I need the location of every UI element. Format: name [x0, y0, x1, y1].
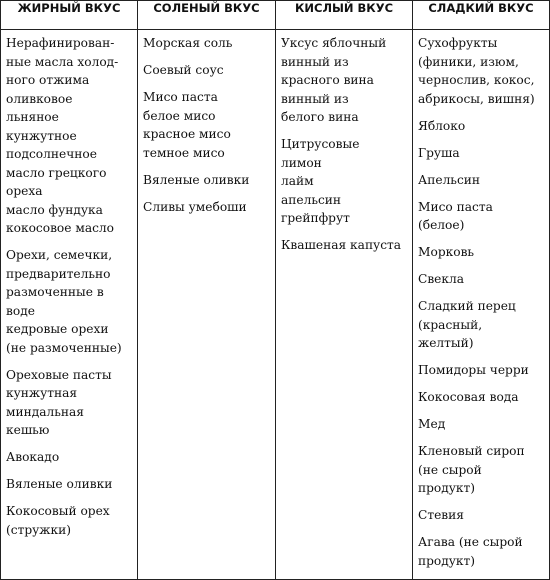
list-item — [6, 475, 133, 494]
list-item — [143, 61, 271, 80]
list-item-line: (красный, — [418, 317, 483, 332]
list-item — [418, 361, 545, 380]
list-item-line: (белое) — [418, 218, 465, 232]
table-row — [1, 30, 550, 580]
list-item-line: Морковь — [418, 245, 475, 259]
list-item-line: Мед — [418, 417, 446, 431]
list-item — [418, 506, 545, 525]
list-item — [418, 388, 545, 407]
list-item — [418, 442, 545, 498]
list-item-line: желтый) — [418, 336, 474, 350]
column-sweet — [413, 30, 550, 580]
list-item-line: чернослив, кокос, — [418, 73, 535, 87]
list-item-line: белого вина — [281, 110, 359, 124]
list-item-line: льняное — [6, 110, 59, 124]
list-item-line: (финики, изюм, — [418, 54, 519, 69]
list-item-line: Стевия — [418, 508, 464, 522]
list-item — [418, 243, 545, 262]
list-item-line: Кокосовый орех — [6, 504, 110, 518]
list-item-line: (не размоченные) — [6, 340, 122, 355]
list-item-line: продукт) — [418, 553, 476, 568]
list-item-line: (не сырой — [418, 462, 482, 477]
list-item-line: Нерафинирован- — [6, 36, 115, 50]
list-item — [281, 34, 408, 127]
list-item-line: ные масла холод- — [6, 54, 119, 69]
list-item-line: Авокадо — [6, 450, 60, 464]
list-item-line: абрикосы, вишня) — [418, 91, 535, 106]
list-item — [418, 533, 545, 570]
list-item-line: винный из — [281, 91, 349, 106]
list-item-line: апельсин — [281, 192, 342, 207]
list-item-line: предварительно — [6, 266, 111, 281]
list-item-line: красного вина — [281, 73, 374, 87]
list-item-line: Груша — [418, 145, 460, 160]
list-item-line: ореха — [6, 184, 43, 198]
list-item-line: кешью — [6, 423, 50, 437]
list-item-line: Кокосовая вода — [418, 390, 519, 404]
list-item-line: кунжутная — [6, 386, 78, 400]
list-item-line: кунжутное — [6, 128, 77, 143]
list-item-line: лайм — [281, 174, 314, 188]
list-item — [418, 144, 545, 163]
list-item-line: подсолнечное — [6, 147, 97, 161]
list-item-line: продукт) — [418, 481, 476, 495]
column-fatty — [1, 30, 138, 580]
list-item — [6, 34, 133, 238]
list-item — [281, 135, 408, 228]
list-item-line: воде — [6, 303, 35, 318]
list-item — [6, 366, 133, 440]
list-item — [6, 246, 133, 357]
list-item-line: Квашеная капуста — [281, 238, 402, 252]
list-item — [418, 117, 545, 136]
list-item — [143, 88, 271, 162]
list-item-line: Соевый соус — [143, 63, 224, 77]
list-item — [418, 171, 545, 190]
list-item — [143, 34, 271, 53]
list-item-line: Ореховые пасты — [6, 367, 112, 382]
list-item — [418, 270, 545, 289]
column-sour — [276, 30, 413, 580]
list-item-line: белое мисо — [143, 108, 216, 123]
list-item-line: красное мисо — [143, 127, 231, 141]
list-item-line: Помидоры черри — [418, 363, 529, 377]
list-item — [281, 236, 408, 255]
list-item-line: оливковое — [6, 91, 73, 106]
header-sweet-taste: СЛАДКИЙ ВКУС — [413, 1, 550, 30]
list-item-line: Мисо паста — [418, 199, 493, 214]
list-item — [143, 171, 271, 190]
list-item-line: Яблоко — [418, 118, 466, 133]
list-item-line: Кленовый сироп — [418, 444, 525, 458]
list-item-line: Цитрусовые — [281, 137, 360, 151]
header-row — [1, 1, 550, 30]
list-item-line: лимон — [281, 155, 322, 170]
list-item-line: Вяленые оливки — [143, 172, 250, 187]
list-item — [143, 198, 271, 217]
column-salty — [138, 30, 276, 580]
list-item-line: темное мисо — [143, 145, 225, 160]
list-item-line: масло грецкого — [6, 165, 107, 180]
list-item-line: Орехи, семечки, — [6, 248, 113, 262]
header-salty-taste: СОЛЕНЫЙ ВКУС — [138, 1, 276, 30]
list-item-line: размоченные в — [6, 285, 104, 299]
list-item-line: винный из — [281, 54, 349, 69]
list-item-line: (стружки) — [6, 522, 72, 537]
header-sour-taste: КИСЛЫЙ ВКУС — [276, 1, 413, 30]
list-item-line: Морская соль — [143, 36, 233, 50]
list-item-line: ного отжима — [6, 73, 90, 87]
list-item-line: Сливы умебоши — [143, 199, 247, 214]
list-item — [418, 297, 545, 353]
list-item-line: кедровые орехи — [6, 322, 109, 336]
list-item-line: Апельсин — [418, 172, 481, 187]
list-item — [418, 198, 545, 235]
list-item — [6, 502, 133, 539]
list-item-line: Мисо паста — [143, 90, 218, 104]
list-item — [418, 34, 545, 108]
list-item-line: миндальная — [6, 404, 84, 419]
list-item — [6, 448, 133, 467]
list-item-line: Вяленые оливки — [6, 477, 113, 491]
list-item-line: кокосовое масло — [6, 221, 115, 235]
list-item-line: Агава (не сырой — [418, 535, 523, 549]
list-item — [418, 415, 545, 434]
list-item-line: масло фундука — [6, 202, 103, 217]
list-item-line: Сладкий перец — [418, 299, 516, 313]
list-item-line: Уксус яблочный — [281, 36, 387, 50]
list-item-line: Сухофрукты — [418, 36, 498, 50]
list-item-line: грейпфрут — [281, 211, 350, 225]
header-fatty-taste: ЖИРНЫЙ ВКУС — [1, 1, 138, 30]
list-item-line: Свекла — [418, 272, 465, 286]
